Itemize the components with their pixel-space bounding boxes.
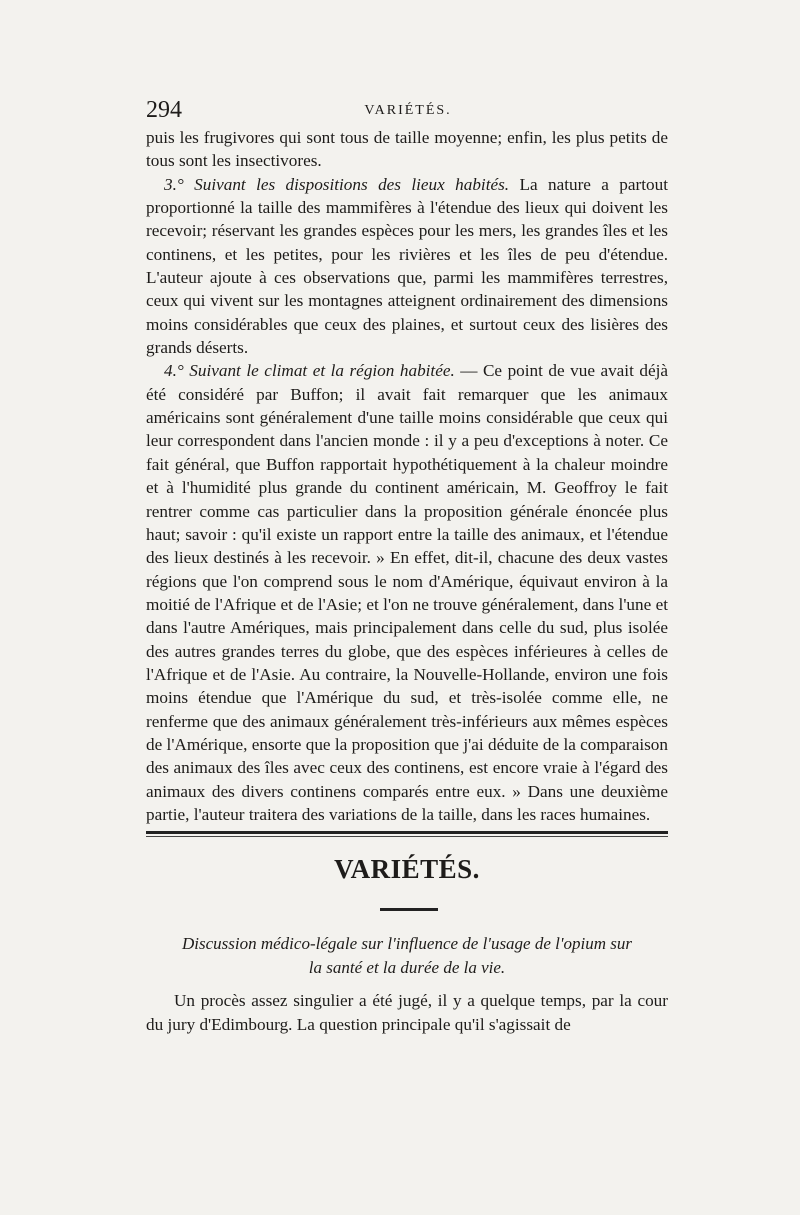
paragraph — [146, 173, 668, 360]
paragraph-heading: 4.° Suivant le climat et la région habitée. — [164, 361, 455, 381]
paragraph-heading: 3.° Suivant les dispositions des lieux habités. — [164, 174, 510, 194]
subtitle-line: la santé et la durée de la vie. — [308, 958, 506, 977]
divider-thick-line — [146, 831, 668, 834]
second-article-body — [146, 989, 668, 1036]
section-divider — [146, 831, 668, 837]
article-body — [146, 126, 668, 826]
paragraph-text: La nature a partout proportionné la taille des mammifères à l'étendue des lieux qui doivent les recevoir; réservant les grandes espèces pour les mers, les grandes îles et les continens, et les petites, pour les rivières et les îles de peu d'étendue. L'auteur ajoute à ces observations que, parmi les mammifères terrestres, ceux qui vivent sur les montagnes atteignent ordinairement des dimensions moins considérables que ceux des plaines, et surtout ceux des lisières des grands déserts. — [146, 174, 668, 358]
page-number: 294 — [146, 97, 182, 123]
paragraph: Un procès assez singulier a été jugé, il y a quelque temps, par la cour du jury d'Edimbourg. La question principale qu'il s'agissait de — [146, 991, 668, 1034]
paragraph: puis les frugivores qui sont tous de taille moyenne; enfin, les plus petits de tous sont les insectivores. — [146, 128, 668, 171]
paragraph — [146, 359, 668, 826]
divider-thin-line — [146, 836, 668, 837]
running-head: VARIÉTÉS. — [364, 103, 452, 118]
title-underline — [380, 908, 438, 911]
paragraph-text: — Ce point de vue avait déjà été considéré par Buffon; il avait fait remarquer que les animaux américains sont généralement d'une taille moins considérable que ceux qui leur correspondent dans l'ancien monde : il y a peu d'exceptions à noter. Ce fait général, que Buffon rapportait hypothétiquement à la chaleur moindre et à l'humidité plus grande du continent américain, M. Geoffroy le fait rentrer comme cas particulier dans la proposition générale énoncée plus haut; savoir : qu'il existe un rapport entre la taille des animaux, et l'étendue des lieux destinés à les recevoir. » En effet, dit-il, chacune des deux vastes régions que l'on comprend sous le nom d'Amérique, équivaut environ à la moitié de l'Afrique et de l'Asie; et l'on ne trouve généralement, dans l'une et dans l'autre Amériques, mais principalement dans celle du sud, plus isolée des autres grandes terres du globe, que des espèces inférieures à celles de l'Afrique et de l'Asie. Au contraire, la Nouvelle-Hollande, environ une fois moins étendue que l'Amérique du sud, et très-isolée comme elle, ne renferme que des animaux généralement très-inférieurs aux mêmes espèces de l'Amérique, ensorte que la proposition que j'ai déduite de la comparaison des animaux des îles avec ceux des continens, est encore vraie à l'égard des animaux des divers continens comparés entre eux. » Dans une deuxième partie, l'auteur traitera des variations de la taille, dans les races humaines. — [146, 361, 668, 824]
article-subtitle — [146, 932, 668, 980]
section-title: VARIÉTÉS. — [334, 854, 480, 884]
page-header — [146, 97, 670, 127]
subtitle-line: Discussion médico-légale sur l'influence de l'usage de l'opium sur — [181, 934, 632, 953]
